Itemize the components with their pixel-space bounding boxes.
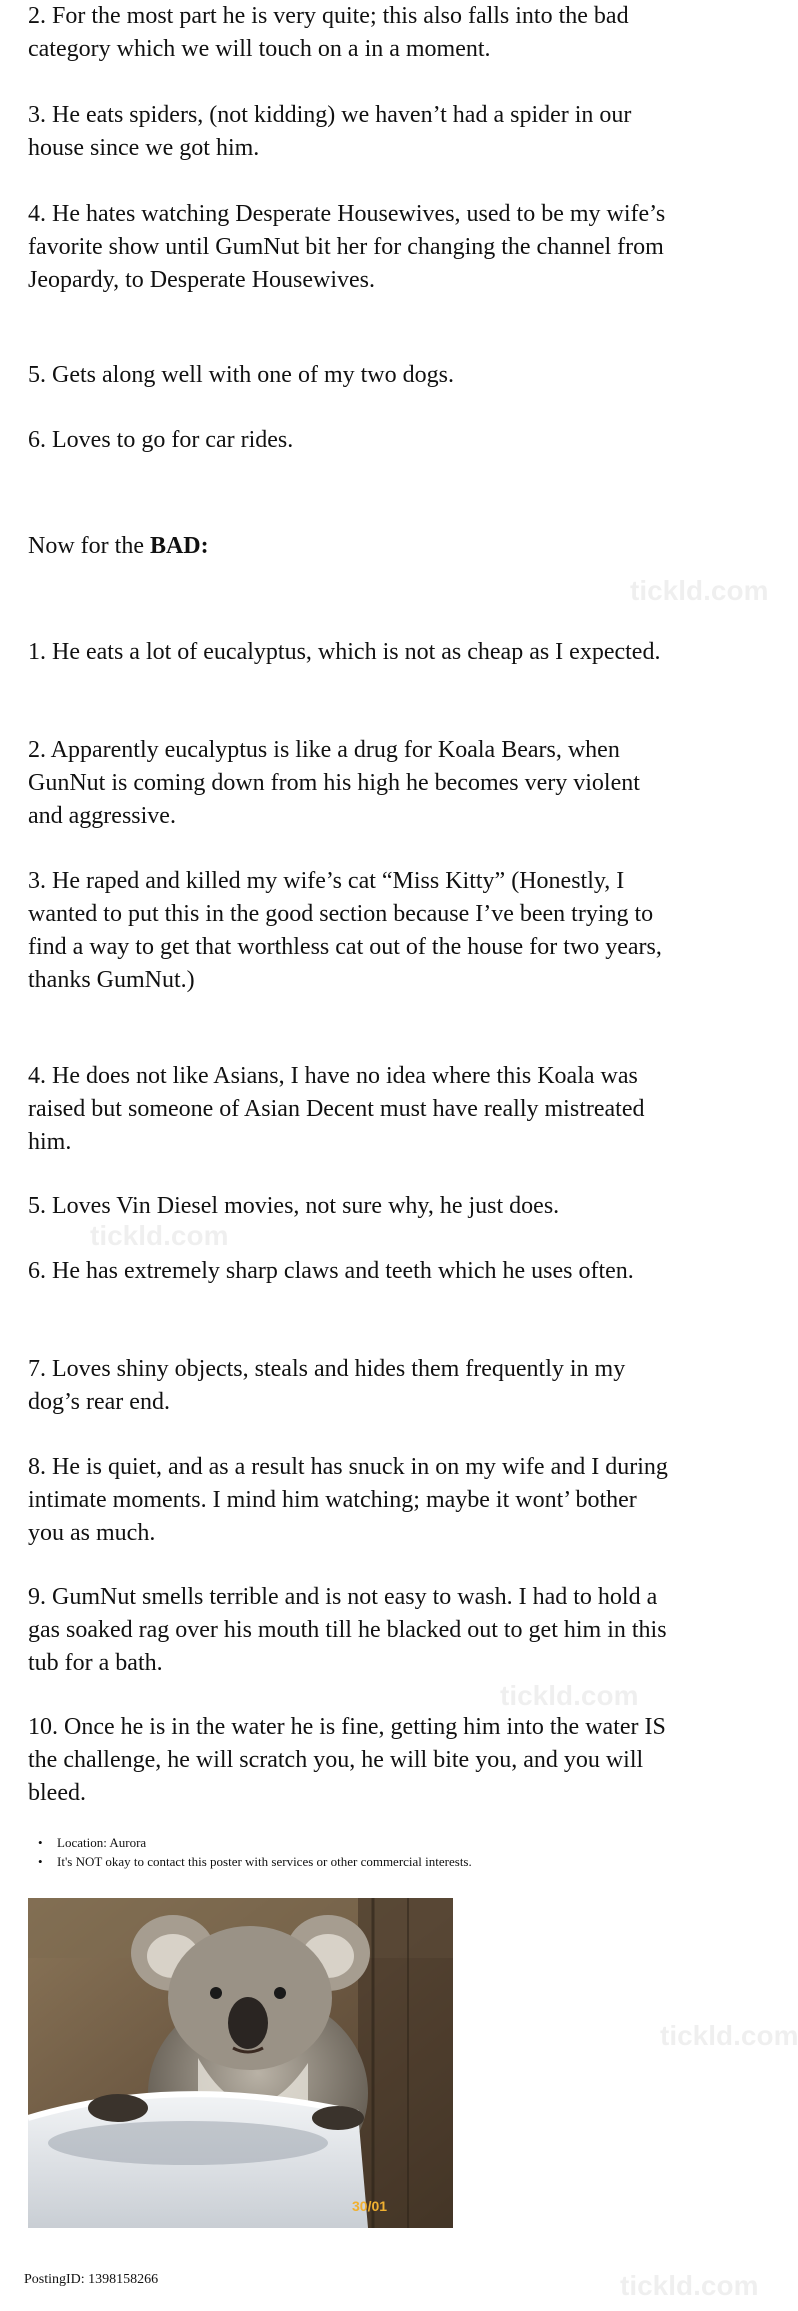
koala-photo-icon: [28, 1898, 453, 2228]
bad-item-5: 5. Loves Vin Diesel movies, not sure why, he just does.: [28, 1193, 560, 1219]
location-item: [28, 1833, 678, 1852]
bad-item-2: 2. Apparently eucalyptus is like a drug for Koala Bears, when GunNut is coming down from his high he becomes very violent and aggressive.: [28, 737, 640, 829]
photo-date-stamp: 30/01: [352, 2198, 388, 2214]
watermark-text: tickld.com: [660, 2020, 798, 2051]
good-item-2: 2. For the most part he is very quite; this also falls into the bad category which we will touch on a in a moment.: [28, 3, 629, 62]
bullet-icon: •: [38, 1835, 43, 1850]
location-text: Location: Aurora: [57, 1835, 147, 1850]
bad-heading-prefix: Now for the: [28, 533, 150, 559]
bad-item-4: 4. He does not like Asians, I have no idea where this Koala was raised but someone of Asian Decent must have really mistreated him.: [28, 1063, 645, 1155]
bad-item-6: 6. He has extremely sharp claws and teeth which he uses often.: [28, 1258, 634, 1284]
good-item-3: 3. He eats spiders, (not kidding) we haven’t had a spider in our house since we got him.: [28, 102, 632, 161]
bad-item-10: 10. Once he is in the water he is fine, getting him into the water IS the challenge, he will scratch you, he will bite you, and you will bleed.: [28, 1714, 666, 1806]
bad-item-9: 9. GumNut smells terrible and is not easy to wash. I had to hold a gas soaked rag over his mouth till he blacked out to get him in this tub for a bath.: [28, 1584, 667, 1676]
bad-item-8: 8. He is quiet, and as a result has snuck in on my wife and I during intimate moments. I mind him watching; maybe it wont’ bother you as much.: [28, 1454, 668, 1546]
bad-heading-bold: BAD:: [149, 533, 209, 559]
bad-section-heading: [28, 530, 678, 563]
bad-item-7: 7. Loves shiny objects, steals and hides them frequently in my dog’s rear end.: [28, 1356, 626, 1415]
bad-item-3: 3. He raped and killed my wife’s cat “Miss Kitty” (Honestly, I wanted to put this in the good section because I’ve been trying to find a way to get that worthless cat out of the house for two years, thanks GumNut.): [28, 868, 662, 993]
posting-id: PostingID: 1398158266: [24, 2272, 159, 2287]
good-item-6: 6. Loves to go for car rides.: [28, 427, 294, 453]
bad-item-1: 1. He eats a lot of eucalyptus, which is not as cheap as I expected.: [28, 639, 661, 665]
watermark-text: tickld.com: [630, 575, 769, 606]
good-item-5: 5. Gets along well with one of my two dogs.: [28, 362, 454, 388]
contact-policy-text: It's NOT okay to contact this poster with services or other commercial interests.: [57, 1854, 472, 1869]
watermark-text: tickld.com: [620, 2270, 759, 2301]
watermark-text: tickld.com: [90, 1220, 229, 1251]
bullet-icon: •: [38, 1854, 43, 1869]
contact-policy-item: [28, 1852, 678, 1871]
watermark-text: tickld.com: [500, 1680, 639, 1711]
good-item-4: 4. He hates watching Desperate Housewives, used to be my wife’s favorite show until GumNut bit her for changing the channel from Jeopardy, to Desperate Housewives.: [28, 201, 666, 293]
posting-meta-list: [28, 1833, 678, 1871]
koala-in-tub-photo: [28, 1898, 453, 2228]
